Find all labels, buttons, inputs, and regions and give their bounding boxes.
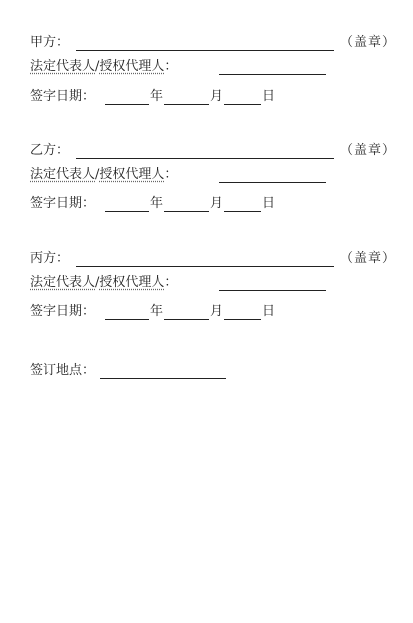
rep-separator: /: [95, 59, 100, 74]
month-label: 月: [210, 89, 224, 104]
rep-separator: /: [95, 167, 100, 182]
legal-rep-label: 法定代表人: [30, 167, 96, 182]
signing-place-label: 签订地点：: [30, 363, 96, 378]
party-c-label: 丙方：: [30, 251, 70, 266]
party-c-day-field[interactable]: [224, 319, 261, 320]
authorized-agent-label: 授权代理人: [99, 59, 165, 74]
signing-place-row: [30, 362, 230, 380]
rep-colon: ：: [164, 167, 178, 182]
party-a-day-field[interactable]: [224, 104, 261, 105]
party-c-name-field[interactable]: [76, 266, 334, 267]
month-label: 月: [210, 196, 224, 211]
party-a-label: 甲方：: [30, 35, 70, 50]
signing-date-label: 签字日期：: [30, 89, 96, 104]
party-a-name-field[interactable]: [76, 50, 334, 51]
year-label: 年: [150, 304, 164, 319]
authorized-agent-label: 授权代理人: [99, 167, 165, 182]
party-b-month-field[interactable]: [164, 211, 209, 212]
month-label: 月: [210, 304, 224, 319]
party-c-month-field[interactable]: [164, 319, 209, 320]
party-b-rep-signature-field[interactable]: [219, 182, 326, 183]
party-b-name-field[interactable]: [76, 158, 334, 159]
party-c-year-field[interactable]: [105, 319, 149, 320]
day-label: 日: [262, 196, 276, 211]
party-b-seal-label: （盖章）: [340, 143, 397, 158]
rep-colon: ：: [164, 59, 178, 74]
day-label: 日: [262, 304, 276, 319]
year-label: 年: [150, 196, 164, 211]
party-c-rep-signature-field[interactable]: [219, 290, 326, 291]
party-c-date-row: [30, 303, 290, 321]
party-c-seal-label: （盖章）: [340, 251, 397, 266]
rep-separator: /: [95, 275, 100, 290]
party-b-row: [30, 142, 400, 160]
party-b-date-row: [30, 195, 290, 213]
party-b-label: 乙方：: [30, 143, 70, 158]
authorized-agent-label: 授权代理人: [99, 275, 165, 290]
day-label: 日: [262, 89, 276, 104]
party-a-row: [30, 34, 400, 52]
party-a-year-field[interactable]: [105, 104, 149, 105]
signing-place-field[interactable]: [100, 378, 226, 379]
party-c-rep-row: [30, 274, 350, 292]
party-a-rep-signature-field[interactable]: [219, 74, 326, 75]
party-b-day-field[interactable]: [224, 211, 261, 212]
party-a-seal-label: （盖章）: [340, 35, 397, 50]
party-b-year-field[interactable]: [105, 211, 149, 212]
year-label: 年: [150, 89, 164, 104]
legal-rep-label: 法定代表人: [30, 59, 96, 74]
party-a-rep-row: [30, 58, 350, 76]
party-c-row: [30, 250, 400, 268]
party-b-rep-row: [30, 166, 350, 184]
party-a-month-field[interactable]: [164, 104, 209, 105]
signing-date-label: 签字日期：: [30, 304, 96, 319]
rep-colon: ：: [164, 275, 178, 290]
signing-date-label: 签字日期：: [30, 196, 96, 211]
legal-rep-label: 法定代表人: [30, 275, 96, 290]
party-a-date-row: [30, 88, 290, 106]
